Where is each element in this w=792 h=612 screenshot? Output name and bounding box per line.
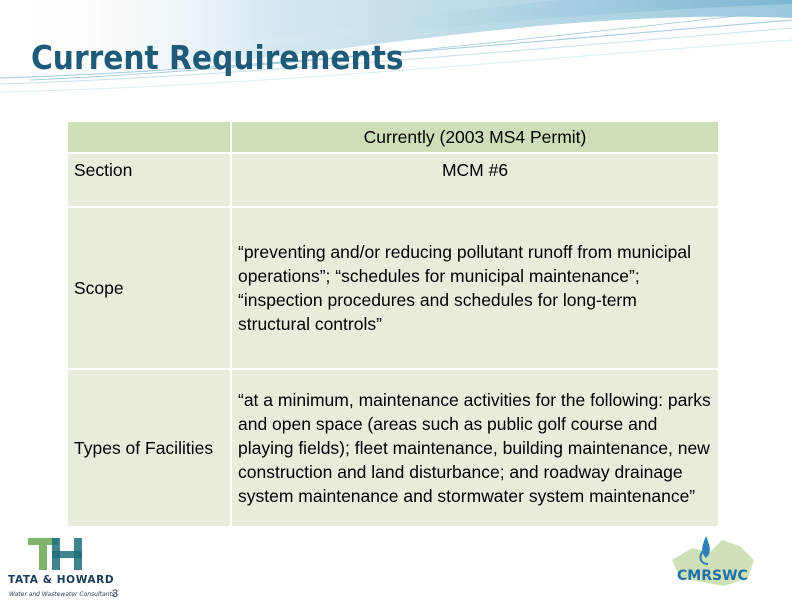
tata-howard-logo-text: TATA & HOWARD [8,574,115,586]
row-value-section: MCM #6 [232,154,718,206]
header-cell-empty [68,122,230,152]
cmrswc-logo [662,530,762,600]
table-header-row [68,122,718,152]
cmrswc-logo-text: CMRSWC [677,568,748,584]
table-row [68,370,718,526]
requirements-table [66,120,720,528]
page-number: 3 [112,588,119,600]
table-row [68,154,718,206]
types-description: “at a minimum, maintenance activities for the following: parks and open space (areas such as public golf course and playing fields); fleet maintenance, building maintenance, new construction and land disturbance; and roadway drainage system maintenance and stormwater system maintenance” [238,390,711,506]
slide-title: Current Requirements [31,38,404,77]
row-value-scope [232,208,718,368]
row-value-types-of-facilities [232,370,718,526]
header-current-permit-text: Currently (2003 MS4 Permit) [363,127,587,147]
row-label-scope: Scope [68,208,230,368]
row-label-types-of-facilities: Types of Facilities [68,370,230,526]
cmrswc-map-icon [662,530,762,600]
row-label-section: Section [68,154,230,206]
header-cell-current-permit [232,122,718,152]
tata-howard-mark-icon [0,528,125,578]
table-row [68,208,718,368]
tata-howard-logo [0,528,125,612]
tata-howard-tagline: Water and Wastewater Consultants [9,591,115,598]
scope-description: “preventing and/or reducing pollutant runoff from municipal operations”; “schedules for municipal maintenance”; “inspection procedures and schedules for long-term structural controls” [238,242,691,334]
